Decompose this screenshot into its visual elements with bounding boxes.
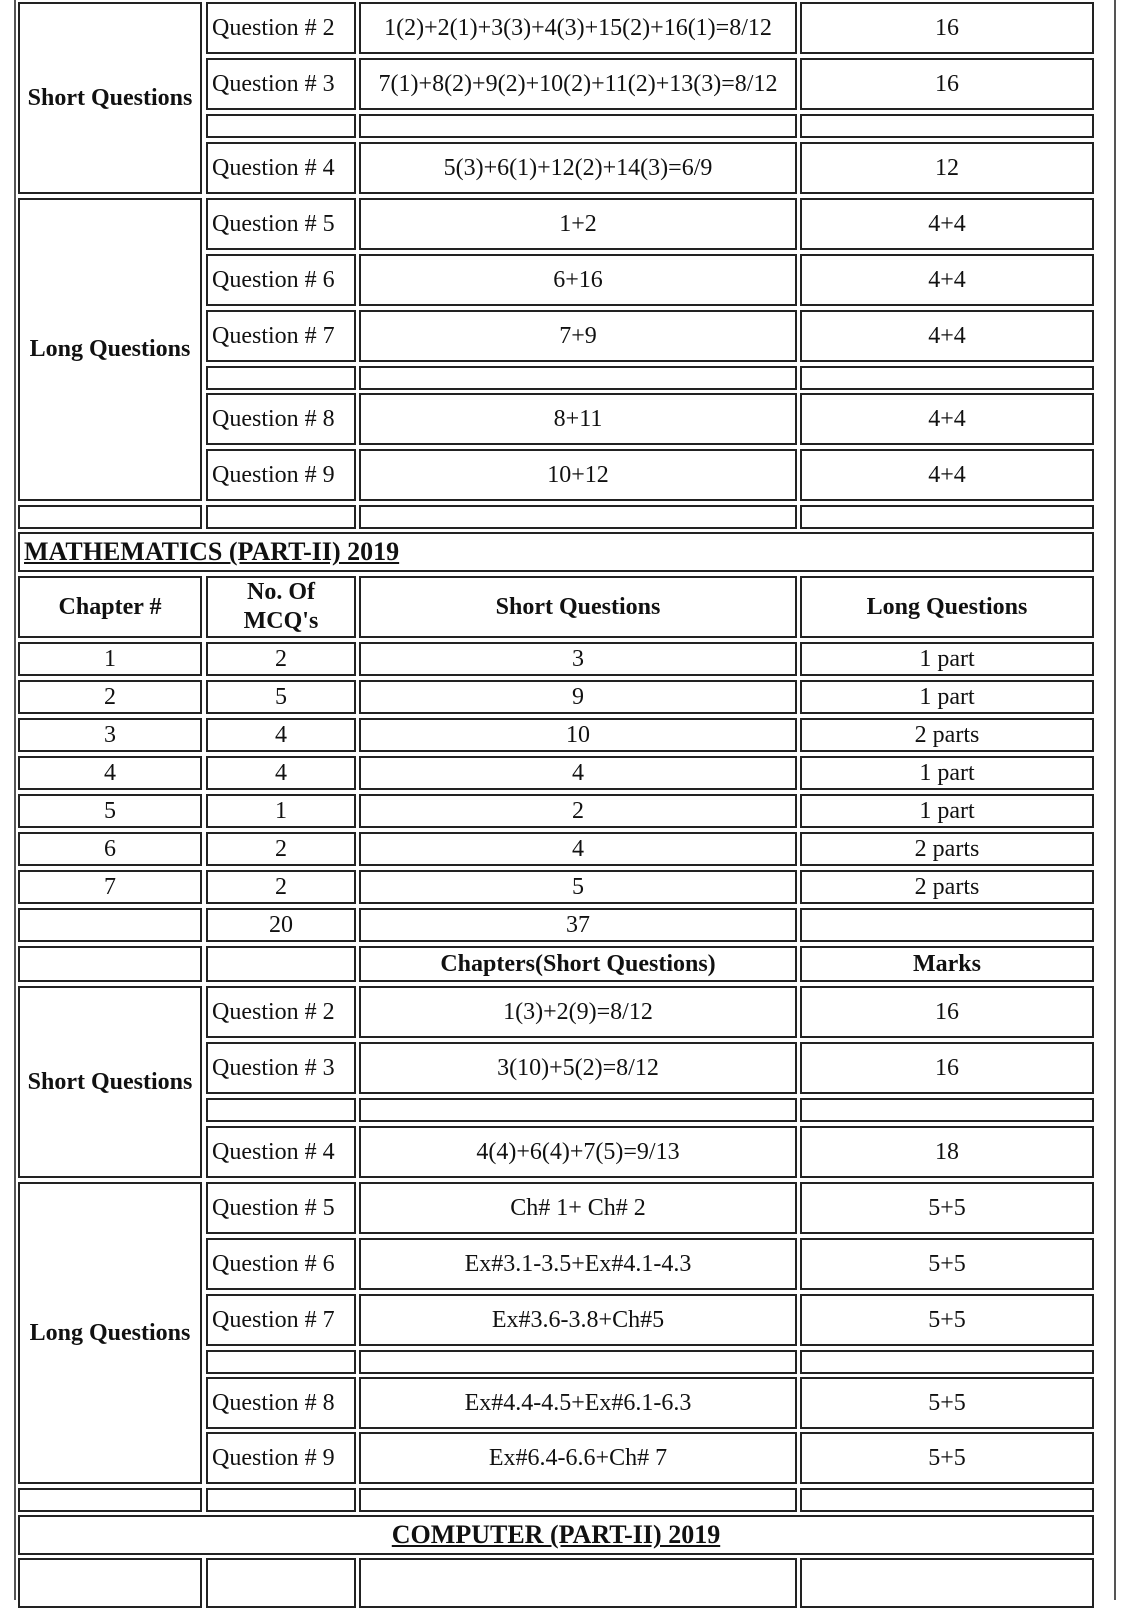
question-cell: Question # 7 xyxy=(206,1294,356,1346)
marks-cell: 18 xyxy=(800,1126,1094,1178)
chapters-cell: Ex#4.4-4.5+Ex#6.1-6.3 xyxy=(359,1377,797,1429)
header-chapter: Chapter # xyxy=(18,576,202,638)
chapters-cell: Ex#6.4-6.6+Ch# 7 xyxy=(359,1432,797,1484)
chapters-cell: Ex#3.6-3.8+Ch#5 xyxy=(359,1294,797,1346)
section-title-text: COMPUTER (PART-II) 2019 xyxy=(391,1520,721,1550)
question-cell: Question # 5 xyxy=(206,1182,356,1234)
short-questions-group-label xyxy=(18,986,202,1178)
marks-cell: 5+5 xyxy=(800,1294,1094,1346)
total-short-cell: 37 xyxy=(359,908,797,942)
chapters-cell: 6+16 xyxy=(359,254,797,306)
chapter-cell: 5 xyxy=(18,794,202,828)
long-parts-cell: 1 part xyxy=(800,756,1094,790)
empty-cell xyxy=(18,1558,202,1608)
empty-cell xyxy=(18,946,202,982)
chapters-cell: 1(2)+2(1)+3(3)+4(3)+15(2)+16(1)=8/12 xyxy=(359,2,797,54)
marks-cell: 16 xyxy=(800,986,1094,1038)
empty-cell xyxy=(359,366,797,390)
chapter-cell: 7 xyxy=(18,870,202,904)
chapters-cell: 1+2 xyxy=(359,198,797,250)
subheader-chapters: Chapters(Short Questions) xyxy=(359,946,797,982)
question-cell: Question # 9 xyxy=(206,449,356,501)
mcq-cell: 2 xyxy=(206,642,356,676)
empty-cell xyxy=(359,1558,797,1608)
long-parts-cell: 1 part xyxy=(800,642,1094,676)
long-parts-cell: 1 part xyxy=(800,680,1094,714)
chapter-cell: 1 xyxy=(18,642,202,676)
empty-cell xyxy=(359,114,797,138)
chapter-cell: 3 xyxy=(18,718,202,752)
empty-cell xyxy=(206,946,356,982)
chapters-cell: 4(4)+6(4)+7(5)=9/13 xyxy=(359,1126,797,1178)
chapters-cell: 7(1)+8(2)+9(2)+10(2)+11(2)+13(3)=8/12 xyxy=(359,58,797,110)
short-count-cell: 3 xyxy=(359,642,797,676)
marks-cell: 4+4 xyxy=(800,254,1094,306)
header-mcqs: No. Of MCQ's xyxy=(206,576,356,638)
question-cell: Question # 2 xyxy=(206,2,356,54)
long-questions-group-label xyxy=(18,198,202,501)
question-cell: Question # 3 xyxy=(206,58,356,110)
marks-cell: 5+5 xyxy=(800,1238,1094,1290)
mcq-cell: 5 xyxy=(206,680,356,714)
marks-cell: 16 xyxy=(800,2,1094,54)
short-count-cell: 9 xyxy=(359,680,797,714)
marks-cell: 4+4 xyxy=(800,310,1094,362)
mcq-cell: 2 xyxy=(206,870,356,904)
long-parts-cell: 2 parts xyxy=(800,832,1094,866)
group-label-text: Long Questions xyxy=(29,336,191,363)
empty-cell xyxy=(206,1350,356,1374)
mcq-cell: 1 xyxy=(206,794,356,828)
group-label-text: Short Questions xyxy=(27,84,193,111)
chapters-cell: Ch# 1+ Ch# 2 xyxy=(359,1182,797,1234)
question-cell: Question # 6 xyxy=(206,1238,356,1290)
chapters-cell: 8+11 xyxy=(359,393,797,445)
empty-cell xyxy=(800,366,1094,390)
mcq-cell: 2 xyxy=(206,832,356,866)
short-count-cell: 5 xyxy=(359,870,797,904)
long-parts-cell: 2 parts xyxy=(800,718,1094,752)
short-count-cell: 10 xyxy=(359,718,797,752)
chapters-cell: 1(3)+2(9)=8/12 xyxy=(359,986,797,1038)
marks-cell: 4+4 xyxy=(800,198,1094,250)
empty-cell xyxy=(206,1098,356,1122)
header-long-questions: Long Questions xyxy=(800,576,1094,638)
total-mcq-cell: 20 xyxy=(206,908,356,942)
empty-cell xyxy=(359,1488,797,1512)
chapter-cell: 4 xyxy=(18,756,202,790)
empty-cell xyxy=(18,908,202,942)
chapter-cell: 2 xyxy=(18,680,202,714)
question-cell: Question # 5 xyxy=(206,198,356,250)
long-parts-cell: 1 part xyxy=(800,794,1094,828)
marks-cell: 4+4 xyxy=(800,449,1094,501)
empty-cell xyxy=(800,1350,1094,1374)
question-cell: Question # 4 xyxy=(206,1126,356,1178)
group-label-text: Long Questions xyxy=(29,1319,191,1346)
question-cell: Question # 8 xyxy=(206,393,356,445)
chapters-cell: 3(10)+5(2)=8/12 xyxy=(359,1042,797,1094)
empty-cell xyxy=(800,908,1094,942)
chapters-cell: Ex#3.1-3.5+Ex#4.1-4.3 xyxy=(359,1238,797,1290)
chapters-cell: 10+12 xyxy=(359,449,797,501)
empty-cell xyxy=(800,505,1094,529)
question-cell: Question # 2 xyxy=(206,986,356,1038)
empty-cell xyxy=(206,1488,356,1512)
marks-cell: 4+4 xyxy=(800,393,1094,445)
section-title-mathematics xyxy=(18,532,1094,572)
question-cell: Question # 8 xyxy=(206,1377,356,1429)
chapter-cell: 6 xyxy=(18,832,202,866)
short-count-cell: 4 xyxy=(359,832,797,866)
marks-cell: 5+5 xyxy=(800,1182,1094,1234)
mcq-cell: 4 xyxy=(206,718,356,752)
short-count-cell: 4 xyxy=(359,756,797,790)
chapters-cell: 5(3)+6(1)+12(2)+14(3)=6/9 xyxy=(359,142,797,194)
marks-cell: 16 xyxy=(800,58,1094,110)
chapters-cell: 7+9 xyxy=(359,310,797,362)
mcq-cell: 4 xyxy=(206,756,356,790)
empty-cell xyxy=(800,1488,1094,1512)
empty-cell xyxy=(206,114,356,138)
short-questions-group-label xyxy=(18,2,202,194)
marks-cell: 12 xyxy=(800,142,1094,194)
question-cell: Question # 9 xyxy=(206,1432,356,1484)
short-count-cell: 2 xyxy=(359,794,797,828)
question-cell: Question # 4 xyxy=(206,142,356,194)
empty-cell xyxy=(800,1098,1094,1122)
header-short-questions: Short Questions xyxy=(359,576,797,638)
document-page xyxy=(14,0,1116,1600)
empty-cell xyxy=(18,505,202,529)
group-label-text: Short Questions xyxy=(27,1068,193,1095)
empty-cell xyxy=(18,1488,202,1512)
empty-cell xyxy=(206,366,356,390)
empty-cell xyxy=(359,1350,797,1374)
section-title-computer xyxy=(18,1515,1094,1555)
subheader-marks: Marks xyxy=(800,946,1094,982)
empty-cell xyxy=(800,114,1094,138)
long-questions-group-label xyxy=(18,1182,202,1484)
section-title-text: MATHEMATICS (PART-II) 2019 xyxy=(24,537,400,567)
empty-cell xyxy=(800,1558,1094,1608)
long-parts-cell: 2 parts xyxy=(800,870,1094,904)
marks-cell: 5+5 xyxy=(800,1377,1094,1429)
question-cell: Question # 6 xyxy=(206,254,356,306)
question-cell: Question # 3 xyxy=(206,1042,356,1094)
marks-cell: 5+5 xyxy=(800,1432,1094,1484)
empty-cell xyxy=(359,505,797,529)
empty-cell xyxy=(206,1558,356,1608)
empty-cell xyxy=(206,505,356,529)
question-cell: Question # 7 xyxy=(206,310,356,362)
marks-cell: 16 xyxy=(800,1042,1094,1094)
empty-cell xyxy=(359,1098,797,1122)
